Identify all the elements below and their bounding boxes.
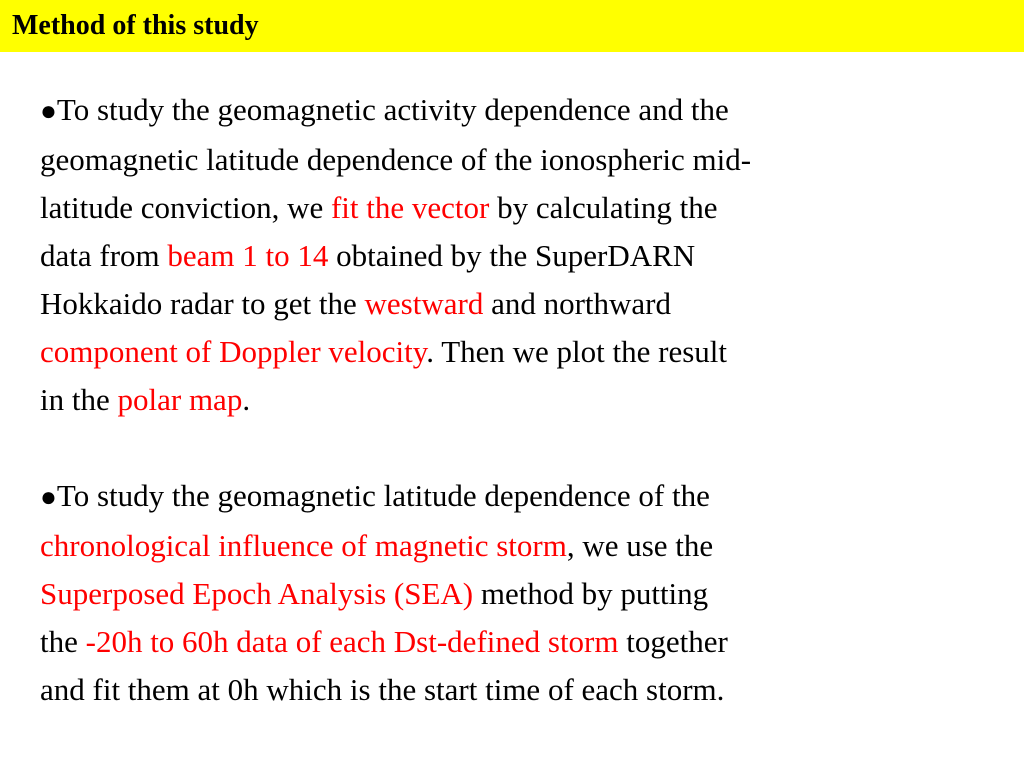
text-line (40, 618, 980, 666)
text-line (40, 86, 980, 136)
highlighted-text: component of Doppler velocity (40, 334, 427, 369)
text-line (40, 666, 980, 714)
highlighted-text: fit the vector (330, 190, 490, 225)
highlighted-text: chronological influence of magnetic storm (40, 528, 567, 563)
bullet-icon: ● (40, 96, 57, 127)
body-text: the (40, 624, 86, 659)
text-line (40, 280, 980, 328)
text-line (40, 328, 980, 376)
body-text: latitude conviction, we (40, 190, 331, 225)
body-text: together (618, 624, 728, 659)
body-text: To study the geomagnetic latitude dependence of the (56, 478, 710, 513)
body-text: To study the geomagnetic activity dependence and the (56, 92, 729, 127)
body-text: . (242, 382, 251, 417)
highlighted-text: -20h to 60h data of each Dst-defined storm (85, 624, 619, 659)
text-line (40, 232, 980, 280)
bullet-paragraph (40, 86, 980, 424)
title-bar (0, 0, 1024, 52)
text-line (40, 570, 980, 618)
highlighted-text: polar map (117, 382, 243, 417)
highlighted-text: westward (364, 286, 484, 321)
body-text: , we use the (566, 528, 714, 563)
body-text: method by putting (473, 576, 709, 611)
text-line (40, 136, 980, 184)
text-line (40, 184, 980, 232)
highlighted-text: Superposed Epoch Analysis (SEA) (40, 576, 474, 611)
body-text: Hokkaido radar to get the (40, 286, 365, 321)
slide-title: Method of this study (12, 10, 259, 41)
body-text: and fit them at 0h which is the start time of each storm. (40, 672, 725, 707)
text-line (40, 472, 980, 522)
highlighted-text: beam 1 to 14 (167, 238, 329, 273)
body-text: in the (40, 382, 118, 417)
bullet-paragraph (40, 472, 980, 714)
body-text: by calculating the (489, 190, 718, 225)
body-text: obtained by the SuperDARN (328, 238, 696, 273)
slide-content (40, 86, 980, 714)
text-line (40, 522, 980, 570)
body-text: geomagnetic latitude dependence of the ionospheric mid- (40, 142, 752, 177)
body-text: and northward (483, 286, 671, 321)
body-text: data from (40, 238, 168, 273)
body-text: . Then we plot the result (426, 334, 728, 369)
text-line (40, 376, 980, 424)
bullet-icon: ● (40, 482, 57, 513)
